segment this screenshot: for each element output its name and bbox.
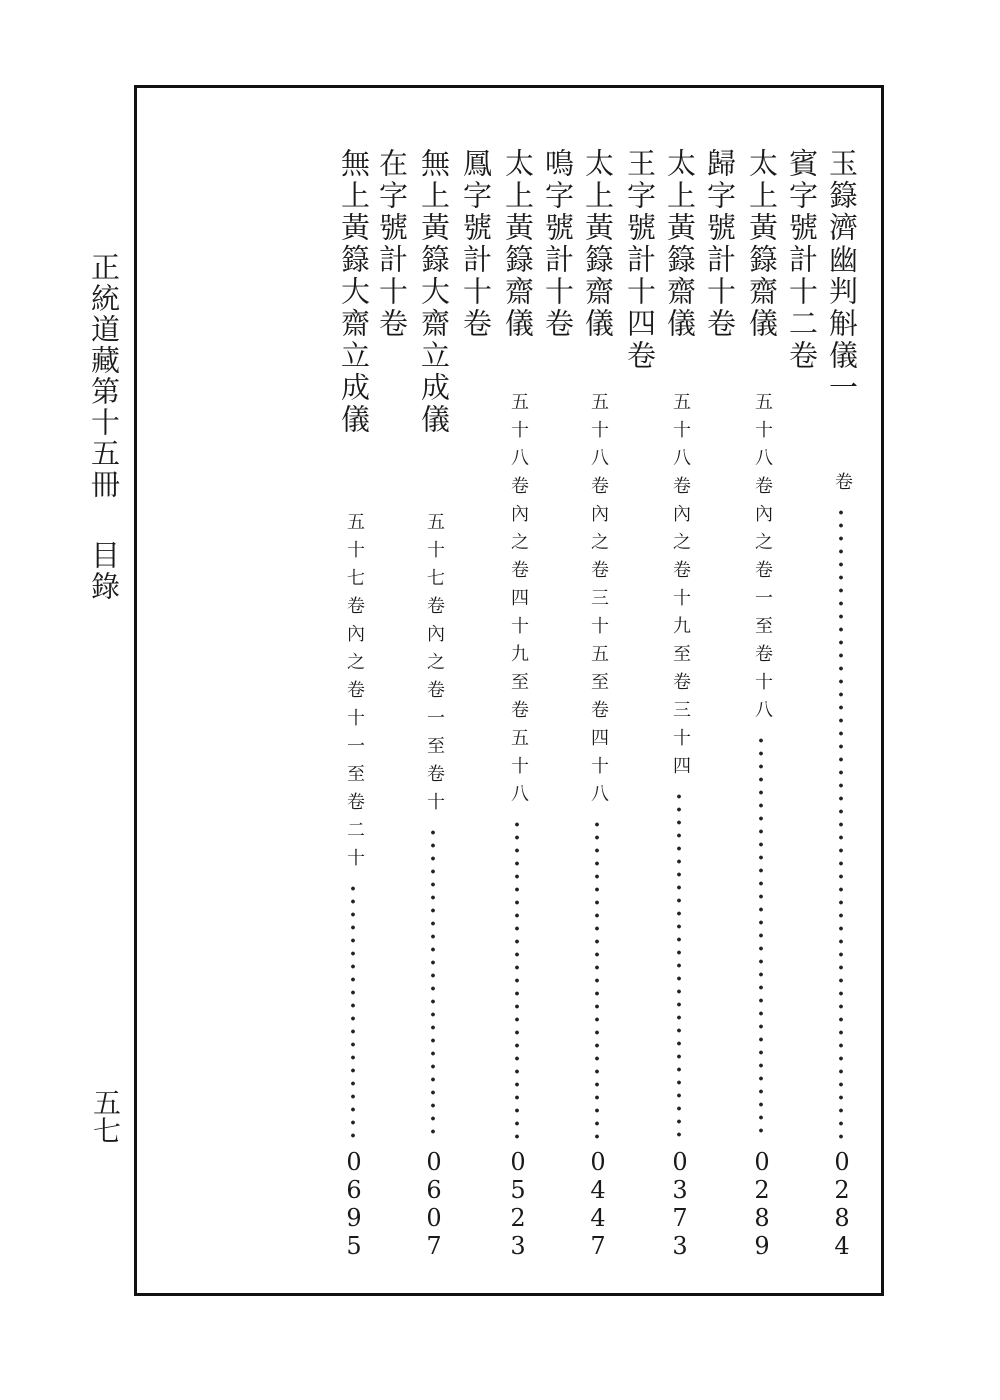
section-header: [700, 0, 740, 1400]
entry-title: 太上黃籙齋儀: [745, 148, 779, 340]
entry-note: 五十八卷內之卷十九至卷三十四: [670, 392, 691, 784]
entry-page-number: 0695: [340, 1148, 368, 1260]
toc-entry: [660, 0, 700, 1400]
toc-entry: [822, 0, 862, 1400]
section-header: [538, 0, 578, 1400]
toc-entry: [334, 0, 374, 1400]
section-label: 賓字號計十二卷: [785, 148, 819, 372]
entry-page-number: 0289: [748, 1148, 776, 1260]
entry-note: 卷: [832, 472, 853, 500]
toc-entry: [414, 0, 454, 1400]
dot-leader: [676, 790, 682, 1140]
section-title: 目錄: [87, 540, 121, 602]
page-number: 五七: [89, 1088, 122, 1144]
entry-title: 太上黃籙齋儀: [581, 148, 615, 340]
dot-leader: [758, 734, 764, 1140]
margin-header: [84, 252, 124, 602]
entry-note: 五十七卷內之卷十一至卷二十: [344, 512, 365, 876]
entry-page-number: 0447: [584, 1148, 612, 1260]
toc-entry: [498, 0, 538, 1400]
entry-page-number: 0284: [828, 1148, 856, 1260]
entry-note: 五十八卷內之卷三十五至卷四十八: [588, 392, 609, 812]
entry-title: 玉籙濟幽判斛儀一: [825, 148, 859, 404]
entry-page-number: 0607: [420, 1148, 448, 1260]
section-label: 鳳字號計十卷: [459, 148, 493, 340]
section-label: 歸字號計十卷: [703, 148, 737, 340]
section-header: [782, 0, 822, 1400]
entry-page-number: 0523: [504, 1148, 532, 1260]
entry-title: 無上黃籙大齋立成儀: [417, 148, 451, 436]
entry-page-number: 0373: [666, 1148, 694, 1260]
entry-note: 五十八卷內之卷一至卷十八: [752, 392, 773, 728]
toc-entry: [742, 0, 782, 1400]
dot-leader: [350, 882, 356, 1140]
toc-entry: [578, 0, 618, 1400]
entry-title: 太上黃籙齋儀: [663, 148, 697, 340]
dot-leader: [430, 826, 436, 1140]
entry-note: 五十八卷內之卷四十九至卷五十八: [508, 392, 529, 812]
dot-leader: [594, 818, 600, 1140]
entry-title: 太上黃籙齋儀: [501, 148, 535, 340]
section-label: 鳴字號計十卷: [541, 148, 575, 340]
section-header: [456, 0, 496, 1400]
section-header: [620, 0, 660, 1400]
section-header: [372, 0, 412, 1400]
dot-leader: [838, 506, 844, 1140]
entry-note: 五十七卷內之卷一至卷十: [424, 512, 445, 820]
section-label: 在字號計十卷: [375, 148, 409, 340]
section-label: 王字號計十四卷: [623, 148, 657, 372]
dot-leader: [514, 818, 520, 1140]
entry-title: 無上黃籙大齋立成儀: [337, 148, 371, 436]
volume-title: 正統道藏第十五冊: [87, 252, 121, 500]
